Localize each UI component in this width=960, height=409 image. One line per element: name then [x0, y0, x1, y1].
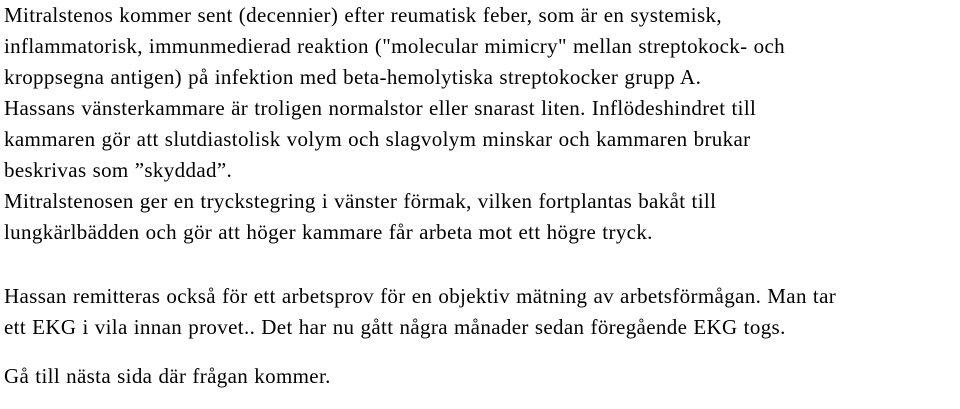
text-line: Mitralstenos kommer sent (decennier) efter reumatisk feber, som är en systemisk, [4, 3, 722, 27]
next-page-instruction: Gå till nästa sida där frågan kommer. [4, 364, 331, 388]
text-line: Mitralstenosen ger en tryckstegring i vänster förmak, vilken fortplantas bakåt till [4, 189, 717, 213]
paragraph-next-page [4, 361, 960, 392]
paragraph-arbetsprov [4, 281, 960, 343]
paragraph-mitralstenos [4, 0, 960, 248]
text-line: Hassans vänsterkammare är troligen normalstor eller snarast liten. Inflödeshindret till [4, 96, 757, 120]
text-line: inflammatorisk, immunmedierad reaktion ("molecular mimicry" mellan streptokock- och [4, 34, 785, 58]
text-line: beskrivas som ”skyddad”. [4, 158, 233, 182]
text-line: kammaren gör att slutdiastolisk volym och slagvolym minskar och kammaren brukar [4, 127, 751, 151]
paragraph-spacer [4, 248, 960, 281]
text-line: Hassan remitteras också för ett arbetsprov för en objektiv mätning av arbetsförmågan. Man tar [4, 284, 837, 308]
document-page [4, 0, 960, 392]
paragraph-spacer [4, 343, 960, 361]
text-line: lungkärlbädden och gör att höger kammare får arbeta mot ett högre tryck. [4, 220, 653, 244]
text-line: kroppsegna antigen) på infektion med beta-hemolytiska streptokocker grupp A. [4, 65, 702, 89]
text-line: ett EKG i vila innan provet.. Det har nu gått några månader sedan föregående EKG togs. [4, 315, 786, 339]
